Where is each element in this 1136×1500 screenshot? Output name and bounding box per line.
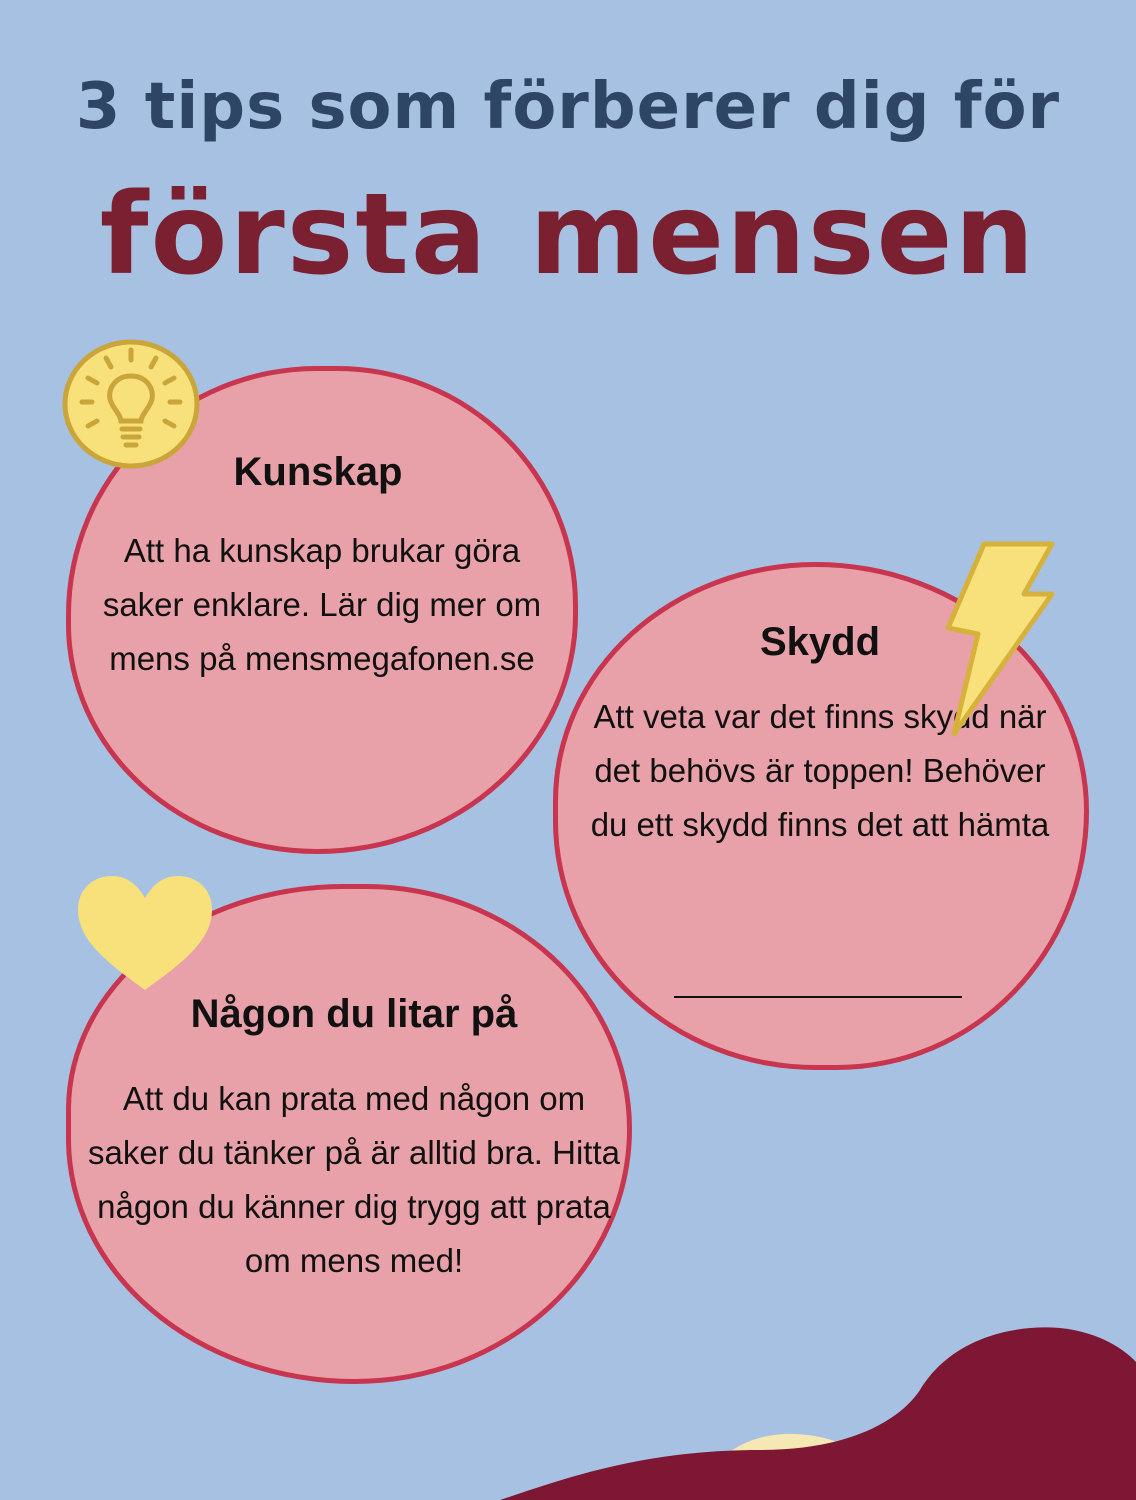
tip-heading-skydd: Skydd <box>759 620 881 664</box>
lightning-bolt-icon <box>940 538 1058 738</box>
tip-body-kunskap: Att ha kunskap brukar göra saker enklare. Lär dig mer om mens på mensmegafonen.se <box>102 532 542 677</box>
title-line-2: första mensen <box>99 170 1037 300</box>
tip-heading-kunskap: Kunskap <box>233 450 403 494</box>
tip-body-nagon: Att du kan prata med någon om saker du tänker på är alltid bra. Hitta någon du känner dig trygg att prata om mens med! <box>88 1080 620 1279</box>
lightbulb-icon <box>60 336 206 472</box>
tip-body-skydd: Att veta var det finns skydd när det behövs är toppen! Behöver du ett skydd finns det att hämta <box>590 698 1050 843</box>
tip-heading-nagon: Någon du litar på <box>190 992 518 1036</box>
decorative-waves <box>0 1300 1136 1500</box>
title-line-1: 3 tips som förberer dig för <box>75 70 1061 144</box>
heart-icon <box>72 870 218 996</box>
fill-in-blank-line <box>674 996 962 998</box>
